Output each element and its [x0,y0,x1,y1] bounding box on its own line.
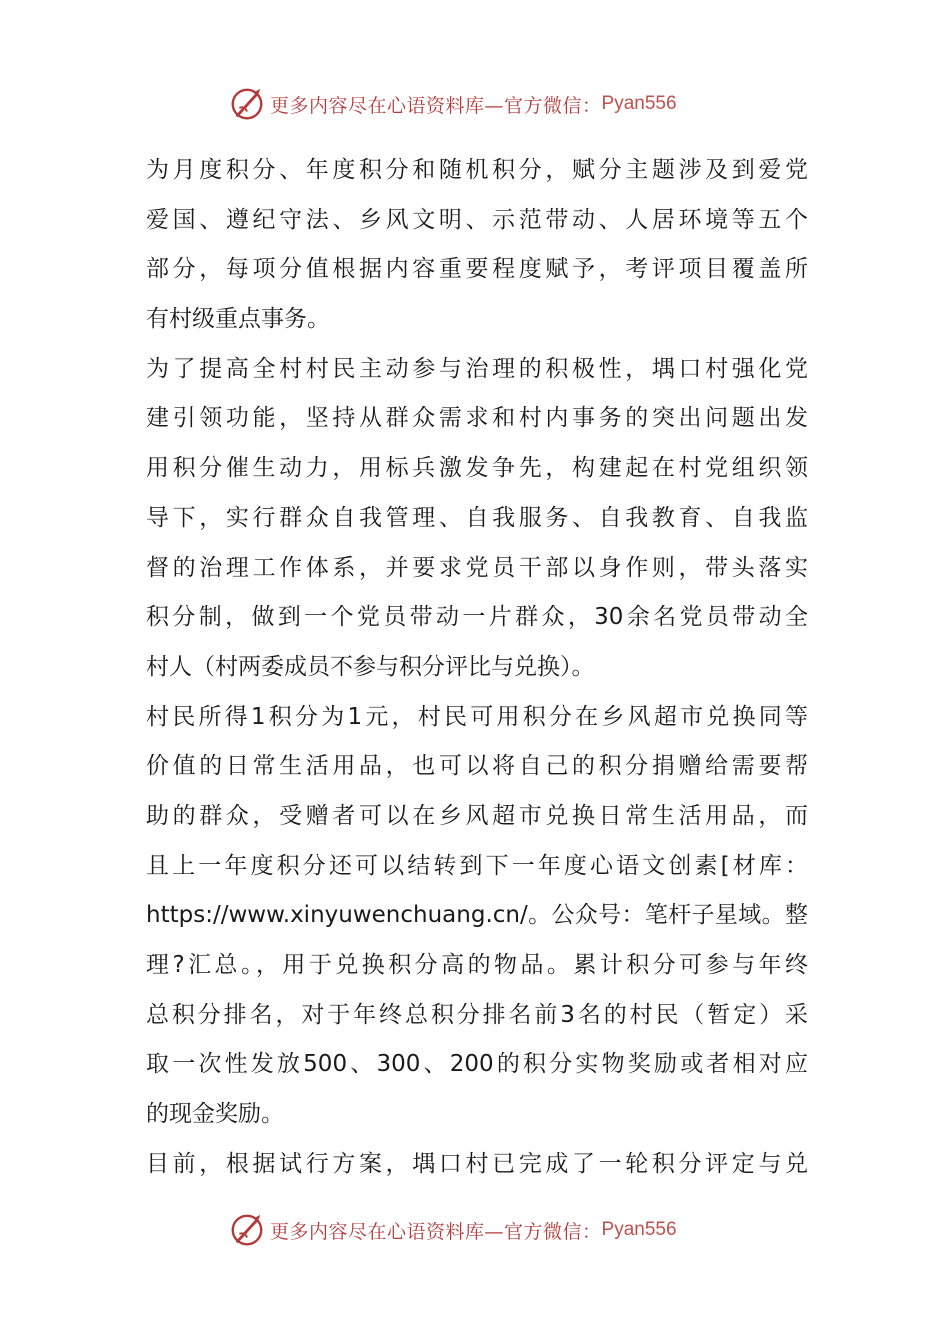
text-line: 导下，实行群众自我管理、自我服务、自我教育、自我监 [146,504,808,531]
pen-logo-icon [228,1211,266,1249]
text-line: 价值的日常生活用品，也可以将自己的积分捐赠给需要帮 [146,753,808,780]
text-line: 积分制，做到一个党员带动一片群众，30余名党员带动全 [146,604,808,631]
text-line: 为了提高全村村民主动参与治理的积极性，堣口村强化党 [146,355,808,382]
text-line: 总积分排名，对于年终总积分排名前3名的村民（暂定）采 [146,1001,808,1028]
text-line: 用积分催生动力，用标兵激发争先，构建起在村党组织领 [146,455,808,482]
footer-banner [0,1210,950,1250]
text-line: 村民所得1积分为1元，村民可用积分在乡风超市兑换同等 [146,703,808,730]
text-line: 村人（村两委成员不参与积分评比与兑换）。 [146,653,595,680]
document-body [146,146,808,1189]
text-line: 助的群众，受赠者可以在乡风超市兑换日常生活用品，而 [146,802,808,829]
text-line: 建引领功能，坚持从群众需求和村内事务的突出问题出发 [146,405,808,432]
pen-logo-icon [228,85,266,123]
banner-text: 更多内容尽在心语资料库—官方微信： [270,94,602,117]
text-line: 理?汇总。，用于兑换积分高的物品。累计积分可参与年终 [146,952,808,978]
text-line: 为月度积分、年度积分和随机积分，赋分主题涉及到爱党 [146,157,808,183]
wechat-id: Pyan556 [601,1219,677,1240]
header-banner [0,84,950,124]
text-line: 督的治理工作体系，并要求党员干部以身作则，带头落实 [146,554,808,581]
text-line: 有村级重点事务。 [146,306,330,333]
banner-text: 更多内容尽在心语资料库—官方微信： [270,1220,602,1243]
text-line: https://www.xinyuwenchuang.cn/。公众号：笔杆子星域。整 [146,902,808,929]
text-line: 目前，根据试行方案，堣口村已完成了一轮积分评定与兑 [146,1150,808,1177]
text-line: 部分，每项分值根据内容重要程度赋予，考评项目覆盖所 [146,256,808,283]
text-line: 的现金奖励。 [146,1101,284,1128]
text-line: 且上一年度积分还可以结转到下一年度心语文创素[材库： [146,852,808,879]
text-line: 爱国、遵纪守法、乡风文明、示范带动、人居环境等五个 [146,206,808,233]
text-line: 取一次性发放500、300、200的积分实物奖励或者相对应 [146,1051,808,1078]
wechat-id: Pyan556 [601,93,677,114]
